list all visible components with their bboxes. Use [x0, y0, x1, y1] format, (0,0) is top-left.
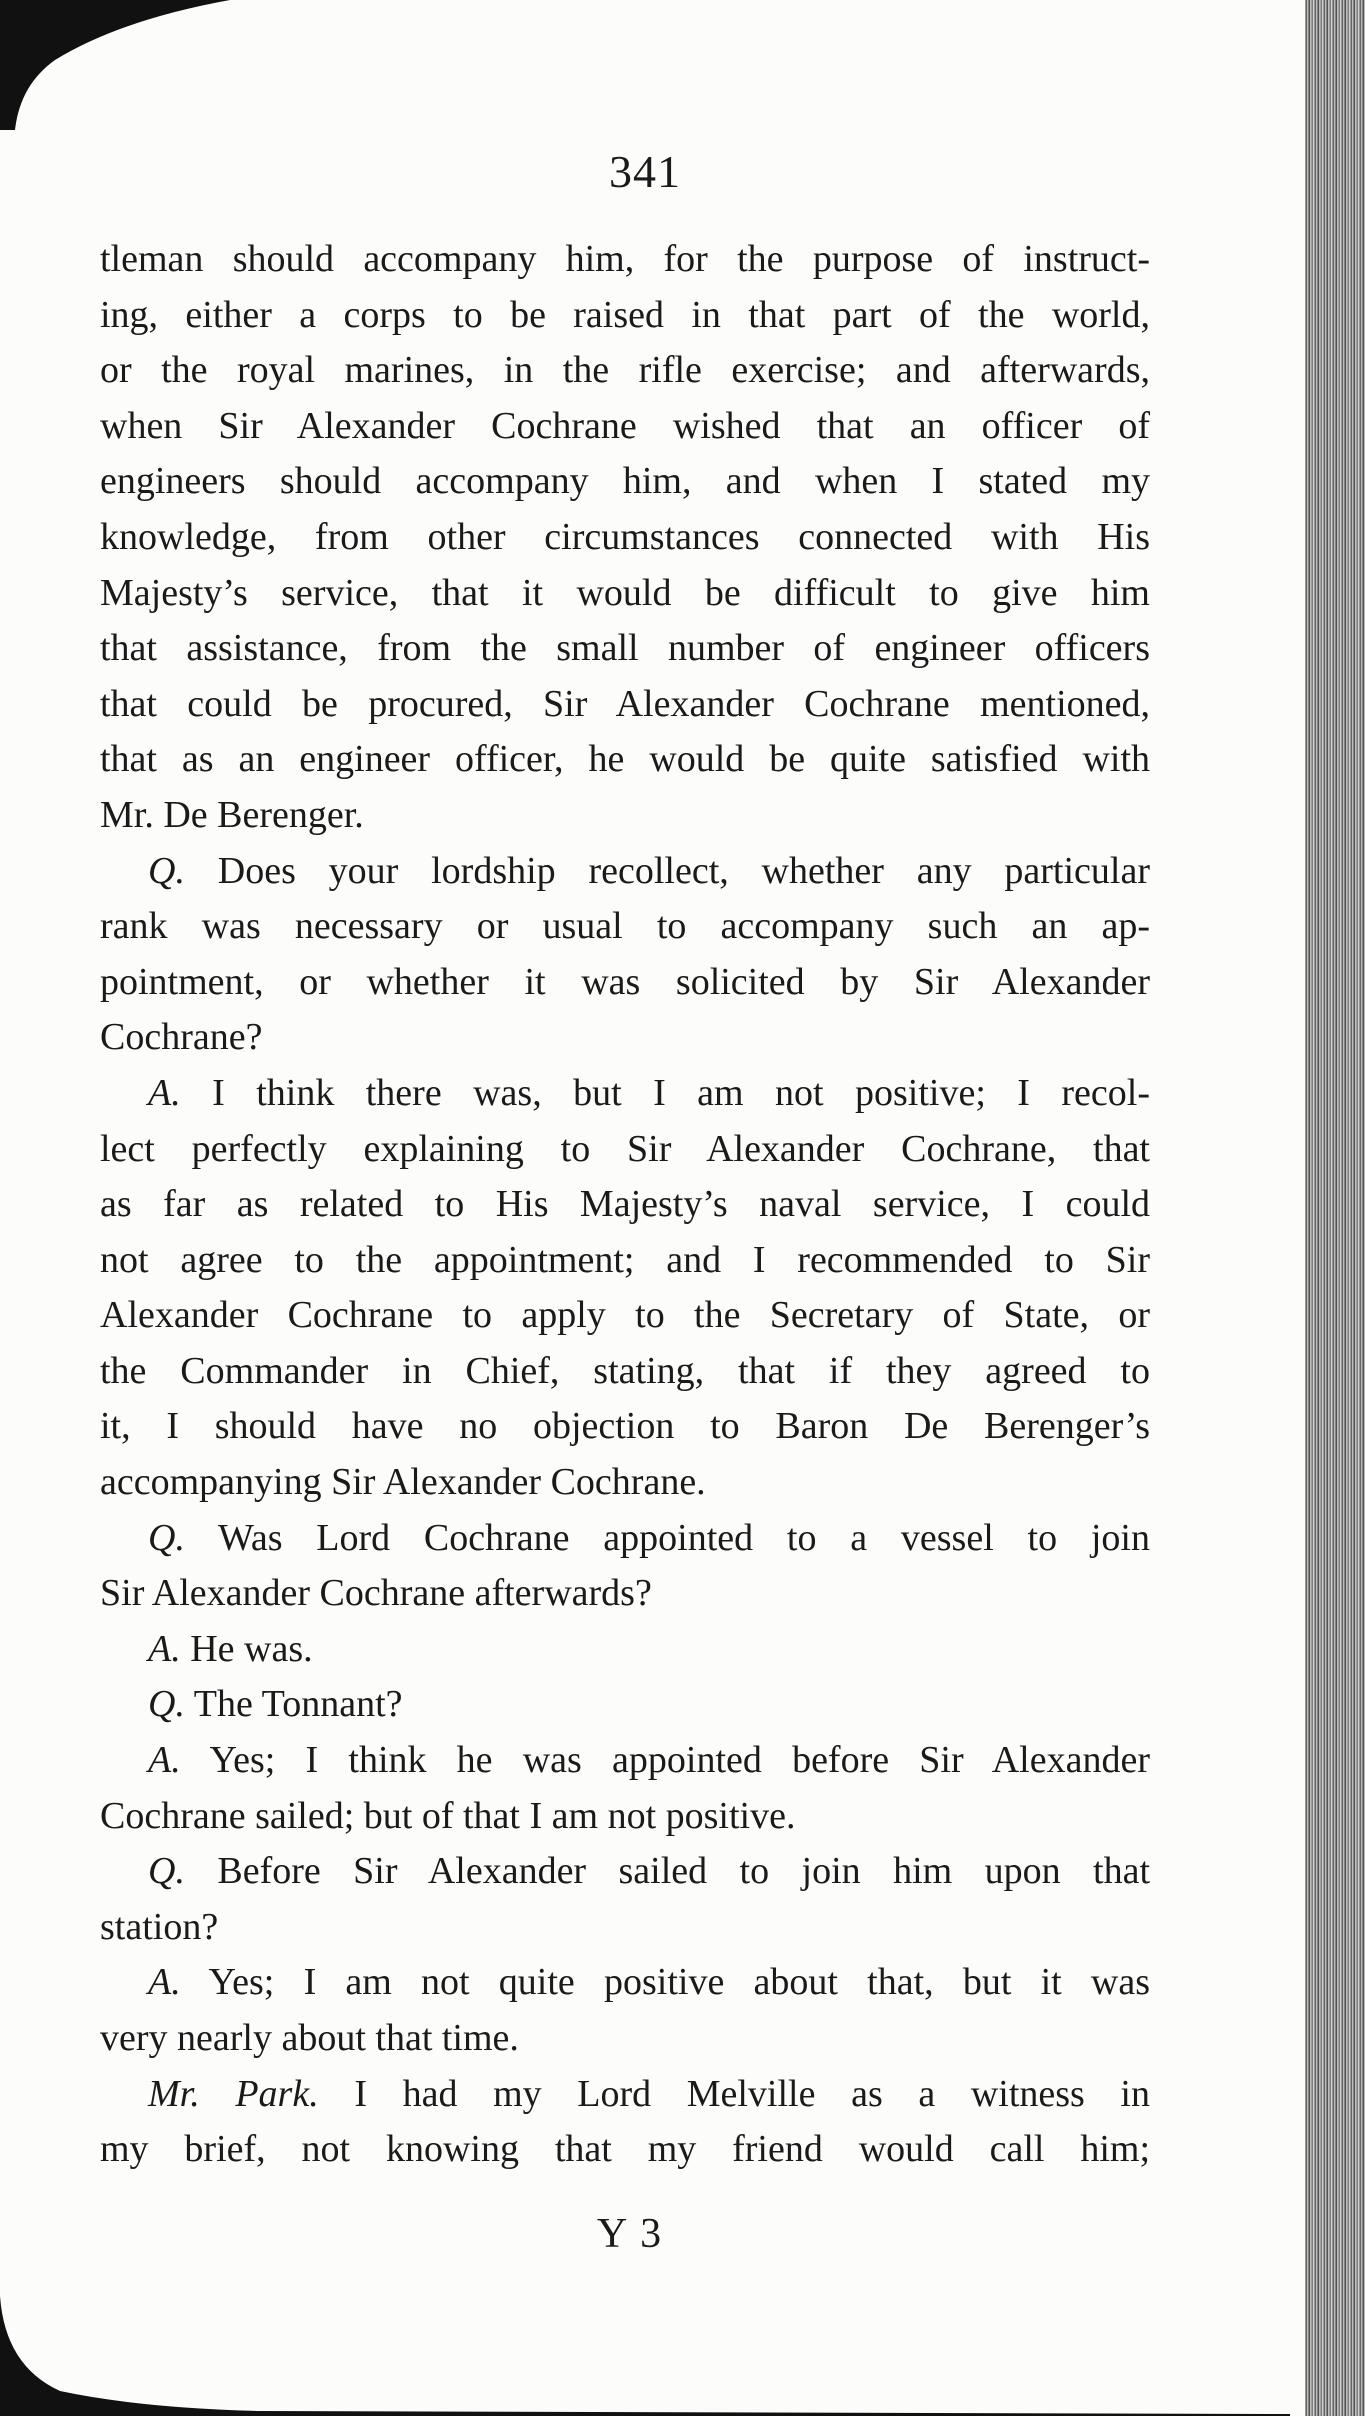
speaker-label: Q. — [148, 849, 185, 892]
line-text: I had my Lord Melville as a witness in — [318, 2072, 1150, 2115]
text-line — [100, 1844, 1150, 1900]
text-line — [100, 566, 1150, 622]
line-text: as far as related to His Majesty’s naval service, I could — [100, 1183, 1150, 1226]
text-line — [100, 788, 1150, 844]
line-text: station? — [100, 1905, 219, 1948]
line-text: Was Lord Cochrane appointed to a vessel to join — [184, 1516, 1150, 1559]
line-text: that as an engineer officer, he would be quite satisfied with — [100, 738, 1150, 781]
line-text: I think there was, but I am not positive; I recol- — [180, 1071, 1150, 1114]
text-line — [100, 343, 1150, 399]
line-text: Mr. De Berenger. — [100, 793, 364, 836]
text-line — [100, 1677, 1150, 1733]
text-line — [100, 2067, 1150, 2123]
text-line — [100, 899, 1150, 955]
text-line — [100, 1622, 1150, 1678]
line-text: The Tonnant? — [184, 1683, 403, 1726]
text-line — [100, 2011, 1150, 2067]
line-text: Majesty’s service, that it would be difficult to give him — [100, 571, 1150, 614]
text-line — [100, 1455, 1150, 1511]
text-line — [100, 1066, 1150, 1122]
text-line — [100, 732, 1150, 788]
line-text: ing, either a corps to be raised in that part of the world, — [100, 293, 1150, 336]
text-line — [100, 621, 1150, 677]
line-text: Cochrane sailed; but of that I am not positive. — [100, 1794, 796, 1837]
line-text: Yes; I think he was appointed before Sir Alexander — [180, 1739, 1150, 1782]
line-text: not agree to the appointment; and I recommended to Sir — [100, 1238, 1150, 1281]
text-line — [100, 1399, 1150, 1455]
line-text: rank was necessary or usual to accompany such an ap- — [100, 905, 1150, 948]
speaker-label: A. — [148, 1071, 181, 1114]
text-line — [100, 1344, 1150, 1400]
line-text: or the royal marines, in the rifle exercise; and afterwards, — [100, 349, 1150, 392]
line-text: Cochrane? — [100, 1016, 263, 1059]
line-text: lect perfectly explaining to Sir Alexander Cochrane, that — [100, 1127, 1150, 1170]
line-text: Sir Alexander Cochrane afterwards? — [100, 1572, 652, 1615]
line-text: the Commander in Chief, stating, that if they agreed to — [100, 1349, 1150, 1392]
line-text: it, I should have no objection to Baron De Berenger’s — [100, 1405, 1150, 1448]
text-line — [100, 2122, 1150, 2178]
text-line — [100, 232, 1150, 288]
text-line — [100, 1288, 1150, 1344]
text-line — [100, 288, 1150, 344]
text-line — [100, 399, 1150, 455]
line-text: that assistance, from the small number of engineer officers — [100, 627, 1150, 670]
speaker-label: A. — [148, 1627, 181, 1670]
text-line — [100, 677, 1150, 733]
page-edge-stack — [1305, 0, 1365, 2416]
text-line — [100, 1566, 1150, 1622]
line-text: tleman should accompany him, for the purpose of instruct- — [100, 238, 1150, 280]
text-line — [100, 1733, 1150, 1789]
text-line — [100, 1789, 1150, 1845]
line-text: very nearly about that time. — [100, 2017, 519, 2059]
signature-mark: Y 3 — [596, 2211, 664, 2257]
text-line — [100, 1233, 1150, 1289]
text-line — [100, 510, 1150, 566]
speaker-label: Mr. Park. — [148, 2072, 319, 2115]
body-text — [100, 232, 1150, 2178]
line-text: accompanying Sir Alexander Cochrane. — [100, 1461, 706, 1504]
line-text: Yes; I am not quite positive about that, but it was — [180, 1961, 1150, 2004]
line-text: engineers should accompany him, and when I stated my — [100, 460, 1150, 503]
speaker-label: Q. — [148, 1850, 185, 1893]
line-text: Does your lordship recollect, whether any particular — [184, 849, 1150, 892]
speaker-label: Q. — [148, 1516, 185, 1559]
line-text: pointment, or whether it was solicited by Sir Alexander — [100, 960, 1150, 1003]
line-text: when Sir Alexander Cochrane wished that an officer of — [100, 404, 1150, 447]
text-line — [100, 1955, 1150, 2011]
page-number: 341 — [609, 146, 681, 197]
line-text: He was. — [180, 1627, 313, 1670]
binding-shadow-bottom — [0, 2296, 1365, 2416]
text-line — [100, 1122, 1150, 1178]
text-line — [100, 454, 1150, 510]
text-line — [100, 1177, 1150, 1233]
text-line — [100, 1511, 1150, 1567]
text-line — [100, 844, 1150, 900]
speaker-label: Q. — [148, 1683, 185, 1726]
line-text: that could be procured, Sir Alexander Cochrane mentioned, — [100, 682, 1150, 725]
line-text: Alexander Cochrane to apply to the Secretary of State, or — [100, 1294, 1150, 1337]
line-text: my brief, not knowing that my friend would call him; — [100, 2128, 1150, 2171]
speaker-label: A. — [148, 1739, 181, 1782]
binding-shadow-top — [0, 0, 230, 130]
text-line — [100, 1900, 1150, 1956]
speaker-label: A. — [148, 1961, 181, 2004]
line-text: knowledge, from other circumstances connected with His — [100, 515, 1150, 558]
text-line — [100, 1010, 1150, 1066]
text-line — [100, 955, 1150, 1011]
line-text: Before Sir Alexander sailed to join him upon that — [184, 1850, 1150, 1893]
